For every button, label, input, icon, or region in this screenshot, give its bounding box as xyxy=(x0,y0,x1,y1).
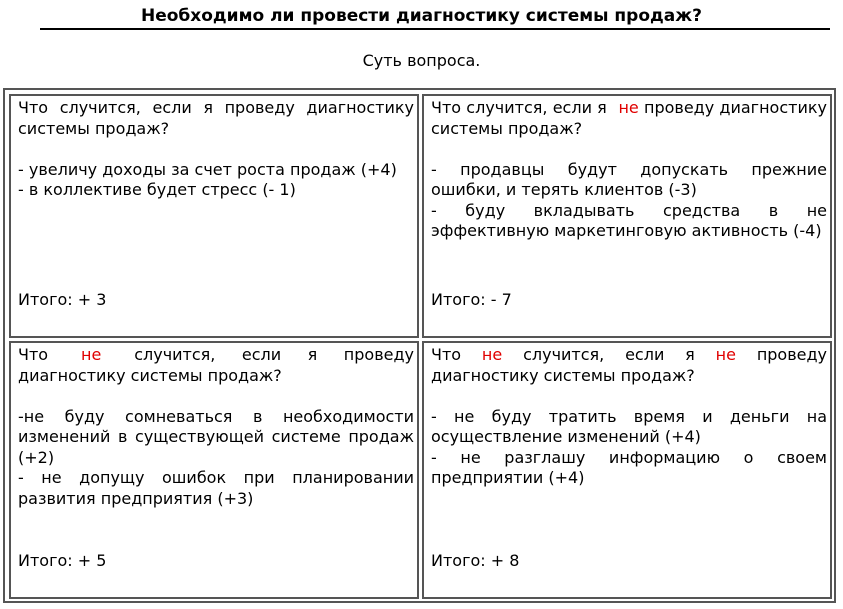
negation-word: не xyxy=(80,345,102,364)
page-title: Необходимо ли провести диагностику системы продаж? xyxy=(140,6,703,26)
quadrant-question xyxy=(431,345,827,386)
title-underline xyxy=(40,28,830,30)
quadrant-total: Итого: + 8 xyxy=(431,551,520,570)
quadrant-total: Итого: + 3 xyxy=(18,290,107,309)
quadrant-bottom-right xyxy=(422,341,832,599)
quadrant-points xyxy=(18,160,414,201)
question-text: проведу диагностику системы продаж? xyxy=(431,98,827,138)
question-text: Что xyxy=(431,345,462,364)
quadrant-top-right xyxy=(422,94,832,338)
quadrant-point: - не буду тратить время и деньги на осуществление изменений (+4) xyxy=(431,406,827,446)
question-text: случится, если я xyxy=(523,345,695,364)
quadrant-points xyxy=(18,407,414,510)
question-text: проведу диагностику системы продаж? xyxy=(431,345,828,385)
quadrant-question: Что случится, если я проведу диагностику системы продаж? xyxy=(18,98,414,138)
question-text: Что xyxy=(18,345,49,364)
quadrant-question xyxy=(431,98,827,139)
quadrant-point: - не допущу ошибок при планировании развития предприятия (+3) xyxy=(18,468,414,508)
quadrant-point: - не разглашу информацию о своем предприятии (+4) xyxy=(431,447,827,487)
quadrant-question xyxy=(18,345,414,386)
quadrant-points xyxy=(431,407,827,489)
quadrant-total: Итого: + 5 xyxy=(18,551,107,570)
page-subtitle: Суть вопроса. xyxy=(362,51,481,70)
negation-word: не xyxy=(481,345,503,364)
quadrant-total: Итого: - 7 xyxy=(431,290,512,309)
quadrant-point: - продавцы будут допускать прежние ошибки, и терять клиентов (-3) xyxy=(431,159,827,199)
negation-word: не xyxy=(715,345,736,364)
quadrant-point: -не буду сомневаться в необходимости изменений в существующей системе продаж (+2) xyxy=(18,406,414,467)
question-text: Что случится, если я xyxy=(431,98,607,117)
quadrant-point: - увеличу доходы за счет роста продаж (+4) xyxy=(18,159,397,179)
quadrant-point: - буду вкладывать средства в не эффективную маркетинговую активность (-4) xyxy=(431,200,827,240)
negation-word: не xyxy=(618,98,639,117)
question-text: случится, если я проведу диагностику системы продаж? xyxy=(18,345,414,385)
quadrant-points xyxy=(431,160,827,242)
quadrant-top-left xyxy=(9,94,419,338)
quadrant-point: - в коллективе будет стресс (- 1) xyxy=(18,180,296,199)
quadrant-bottom-left xyxy=(9,341,419,599)
